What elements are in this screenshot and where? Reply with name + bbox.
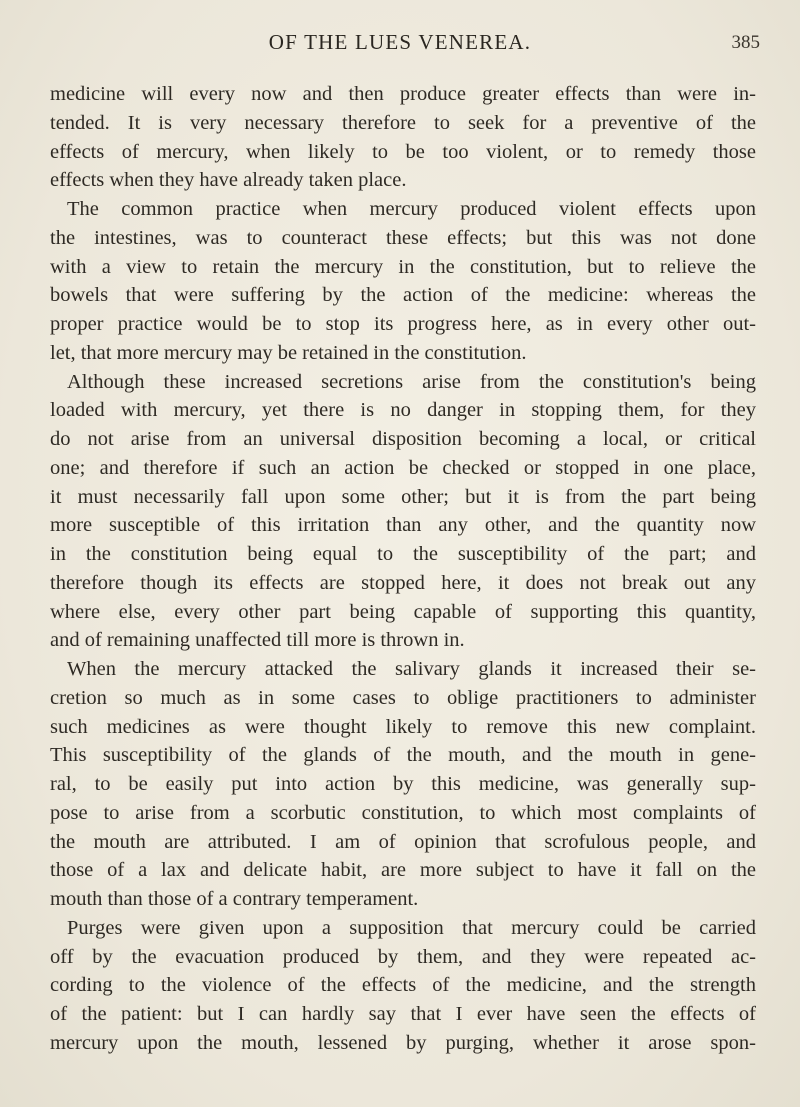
text-line: do not arise from an universal disposition becoming a local, or critical — [50, 428, 756, 450]
text-line: the intestines, was to counteract these effects; but this was not done — [50, 226, 756, 249]
text-line: mercury upon the mouth, lessened by purging, whether it arose spon- — [50, 1031, 756, 1054]
text-line: such medicines as were thought likely to remove this new complaint. — [50, 715, 756, 738]
text-line: ral, to be easily put into action by this medicine, was generally sup- — [50, 773, 756, 795]
text-line: and of remaining unaffected till more is thrown in. — [50, 629, 465, 652]
text-line: with a view to retain the mercury in the constitution, but to relieve the — [50, 255, 756, 278]
text-line: medicine will every now and then produce greater effects than were in- — [50, 83, 756, 105]
page-number: 385 — [731, 32, 760, 53]
text-line: off by the evacuation produced by them, and they were repeated ac- — [50, 945, 756, 968]
text-line: tended. It is very necessary therefore to seek for a preventive of the — [50, 111, 756, 134]
text-line: The common practice when mercury produced violent effects upon — [67, 198, 756, 220]
text-line: cretion so much as in some cases to oblige practitioners to administer — [50, 686, 756, 709]
text-line: effects when they have already taken place. — [50, 169, 407, 192]
text-line: where else, every other part being capable of supporting this quantity, — [50, 600, 756, 623]
text-line: it must necessarily fall upon some other; but it is from the part being — [50, 485, 756, 508]
text-line: loaded with mercury, yet there is no danger in stopping them, for they — [50, 399, 756, 422]
text-line: Although these increased secretions arise from the constitution's being — [67, 370, 756, 393]
text-line: pose to arise from a scorbutic constitution, to which most complaints of — [50, 801, 756, 824]
running-title: OF THE LUES VENEREA. — [268, 30, 532, 54]
text-line: effects of mercury, when likely to be too violent, or to remedy those — [50, 140, 756, 163]
text-line: This susceptibility of the glands of the mouth, and the mouth in gene- — [50, 744, 756, 767]
text-line: therefore though its effects are stopped here, it does not break out any — [50, 571, 756, 594]
text-line: cording to the violence of the effects of the medicine, and the strength — [50, 974, 756, 997]
text-line: When the mercury attacked the salivary glands it increased their se- — [67, 658, 756, 680]
text-line: those of a lax and delicate habit, are more subject to have it fall on the — [50, 859, 756, 882]
text-line: the mouth are attributed. I am of opinion that scrofulous people, and — [50, 830, 756, 853]
running-head — [0, 30, 800, 60]
text-line: of the patient: but I can hardly say that I ever have seen the effects of — [50, 1003, 756, 1025]
text-line: Purges were given upon a supposition that mercury could be carried — [67, 916, 756, 939]
text-line: let, that more mercury may be retained in the constitution. — [50, 341, 527, 364]
text-line: more susceptible of this irritation than any other, and the quantity now — [50, 514, 756, 537]
text-line: one; and therefore if such an action be checked or stopped in one place, — [50, 456, 756, 479]
text-line: proper practice would be to stop its progress here, as in every other out- — [50, 313, 756, 335]
text-line: bowels that were suffering by the action of the medicine: whereas the — [50, 284, 756, 307]
body-text — [50, 80, 756, 1058]
text-line: mouth than those of a contrary temperament. — [50, 888, 419, 910]
text-line: in the constitution being equal to the susceptibility of the part; and — [50, 543, 756, 565]
